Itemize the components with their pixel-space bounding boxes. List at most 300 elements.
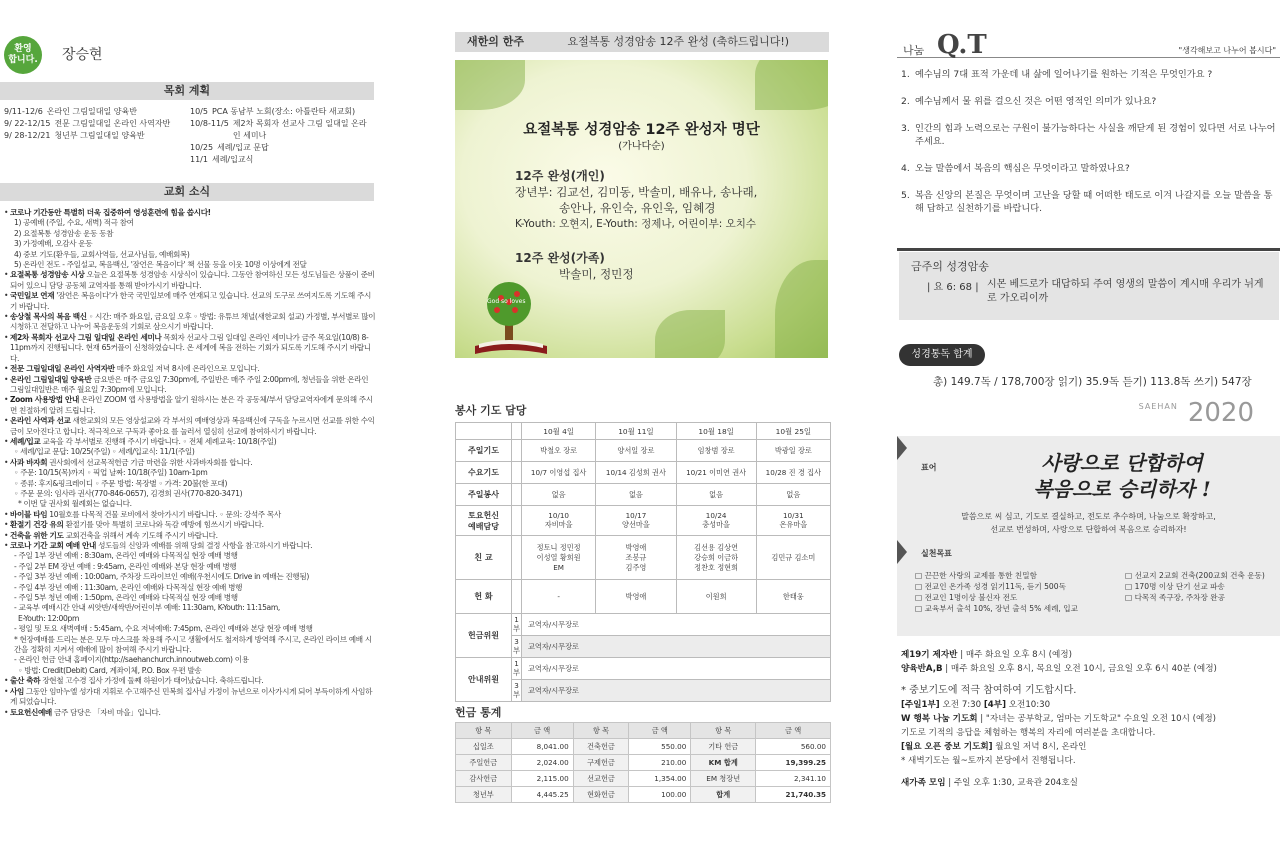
news-item: [4, 333, 376, 364]
motto-line: 복음으로 승리하자 !: [1033, 477, 1211, 501]
prayer-gap: [512, 580, 522, 614]
cash-value: 2,115.00: [511, 771, 573, 787]
schedule-row: [4, 130, 184, 142]
news-item: [4, 655, 376, 665]
news-item-text: 매주 화요일 저녁 8시에 온라인으로 모입니다.: [114, 364, 260, 374]
news-item-text: 3) 가정예배, 오감사 운동: [14, 239, 93, 249]
cash-title: 헌금 통계: [455, 706, 502, 719]
service-number: 3부: [512, 680, 522, 702]
meeting-line: [901, 662, 1279, 676]
verse-title: 금주의 성경암송: [911, 260, 989, 273]
motto-desc-line: 말씀으로 씨 심고, 기도로 결실하고, 전도로 추수하며, 나눔으로 확장하고,: [961, 512, 1216, 521]
weekly-header-label: 새한의 한주: [467, 35, 524, 48]
prayer-date-header: 10월 25일: [756, 423, 830, 440]
offering-cell: 교역자/시무장로: [521, 680, 830, 702]
qt-big-title: Q.T: [937, 30, 987, 60]
schedule-date: 10/5: [190, 107, 208, 116]
weekly-header-text: 요절복통 성경암송 12주 완성 (축하드립니다!): [567, 35, 790, 48]
motto-description: [897, 510, 1280, 536]
news-item-heading: 전문 그림일대일 온라인 사역자반: [10, 364, 115, 374]
schedule-row: [4, 106, 184, 118]
welcome-badge-text: 환영 합니다.: [8, 44, 38, 65]
news-item: [4, 499, 376, 509]
meeting-time: | 주일 오후 1:30, 교육관 204호실: [945, 778, 1078, 788]
motto-text: [1007, 450, 1237, 502]
cash-value: 2,024.00: [511, 755, 573, 771]
prayer-info-name: [월요 오픈 중보 기도회]: [901, 742, 993, 752]
news-item-text: * 현장예배를 드리는 분은 모두 마스크를 착용해 주시고 생활에서도 철저하게 방역해 주시고, 온라인 라이브 예배 시간을 정확히 지켜서 예배에 많이 참여해 주시기 바랍니다.: [14, 634, 372, 655]
individual-line: 장년부: 김교선, 김미동, 박솔미, 배유나, 송나래,: [515, 185, 758, 199]
offering-cell: 교역자/시무장로: [521, 614, 830, 636]
weekly-column: [453, 30, 831, 820]
prayer-date-header: 10월 4일: [521, 423, 595, 440]
prayer-info-line: [901, 754, 1279, 768]
news-item: [4, 531, 376, 541]
question-text: 인간의 힘과 노력으로는 구원이 불가능하다는 사실을 깨닫게 된 경험이 있다면 서로 나누어 주세요.: [915, 123, 1276, 147]
schedule-date: 9/ 22-12/15: [4, 119, 51, 128]
news-item-text: - 평일 및 토요 새벽예배 : 5:45am, 수요 저녁예배: 7:45pm, 온라인 예배와 본당 현장 예배 병행: [14, 624, 313, 634]
cash-header: 금 액: [756, 723, 831, 739]
triangle-marker-icon: [897, 540, 907, 564]
goal-item: □ 끈끈한 사랑의 교제를 통한 친밀함: [915, 571, 1037, 580]
news-item-text: ◦ 주문: 10/15(목)까지 ◦ 픽업 날짜: 10/18(주일) 10am-1pm: [14, 468, 208, 478]
news-item: [4, 458, 376, 468]
prayer-info-text: 월요일 저녁 8시, 온라인: [992, 742, 1087, 752]
prayer-cell: 박철오 장로: [521, 440, 595, 462]
cash-table: [455, 722, 831, 803]
cash-label: KM 합계: [691, 755, 756, 771]
spacer: [901, 768, 1279, 776]
news-item-text: - 주일 1부 장년 예배 : 8:30am, 온라인 예배와 다목적실 현장 예배 병행: [14, 551, 238, 561]
motto-line: 사랑으로 단합하여: [1041, 451, 1203, 475]
prayer-info-line: [901, 740, 1279, 754]
schedule-text: 청년부 그림일대일 양육반: [54, 131, 145, 140]
news-item: [4, 614, 376, 624]
memorization-poster: [455, 60, 828, 358]
news-item: [4, 395, 376, 416]
offering-row-label: 안내위원: [456, 658, 512, 702]
prayer-cell: 10/21 이미연 권사: [676, 462, 756, 484]
leaf-decoration: [775, 260, 828, 358]
news-item-text: '잠언은 복음이다'가 한국 국민일보에 매주 연재되고 있습니다. 선교의 도구로 쓰여지도록 기도해 주시기 바랍니다.: [10, 291, 371, 311]
individual-block: [515, 168, 757, 232]
question-text: 예수님께서 물 위를 걸으신 것은 어떤 영적인 의미가 있나요?: [915, 96, 1157, 107]
question-item: [901, 122, 1279, 148]
news-item: [4, 489, 376, 499]
triangle-marker-icon: [897, 436, 907, 460]
news-item: [4, 572, 376, 582]
news-item-text: ◦ 주문 문의: 임사라 권사(770-846-0657), 김경희 권사(770-820-3471): [14, 488, 243, 498]
prayer-cell: 없음: [756, 484, 830, 506]
schedule-left: [4, 106, 184, 142]
news-item-heading: 코로나 기간 교회 예배 안내: [10, 541, 97, 550]
schedule-text: 전문 그림일대일 온라인 사역자반: [54, 119, 171, 128]
prayer-cell: 없음: [596, 484, 676, 506]
prayer-info-text: 오전10:30: [1006, 700, 1051, 710]
spacer: [901, 676, 1279, 684]
cash-label: 건축헌금: [573, 739, 629, 755]
schedule-row: [4, 118, 184, 130]
prayer-cell: 10/10 자비마을: [521, 506, 595, 536]
prayer-cell: 김선용 김상연 강승희 이금하 정찬호 정현희: [676, 536, 756, 580]
news-item: [4, 562, 376, 572]
cash-header: 항 목: [691, 723, 756, 739]
news-item: [4, 375, 376, 396]
schedule-text: 제2차 목회자 선교사 그림 일대일 온라인 세미나: [232, 119, 367, 140]
prayer-info-text: | "자녀는 공부학교, 엄마는 기도학교" 수요일 오전 10시 (예정): [977, 714, 1216, 724]
news-list: [4, 208, 376, 718]
reading-total: 총) 149.7독 / 178,700장 읽기) 35.9독 듣기) 113.8독 쓰기) 547장: [933, 376, 1252, 388]
news-item: [4, 437, 376, 447]
news-item-text: ◦ 시간: 매주 화요일, 금요일 오후 ◦ 방법: 유튜브 채널(새한교회 설교) 가정별, 부서별로 많이 시청하고 전달하고 나누어 복음운동의 기회로 삼으시기 바랍니다.: [10, 312, 376, 332]
question-text: 오늘 말씀에서 복음의 핵심은 무엇이라고 말하였나요?: [915, 163, 1130, 174]
meeting-line: [901, 648, 1279, 662]
verse-box: [899, 252, 1279, 320]
news-item-text: - 교육부 예배시간 안내 씨앗반/새싹반/어린이부 예배: 11:30am, K-Youth: 11:15am,: [14, 603, 280, 613]
question-number: 2.: [901, 96, 910, 107]
family-heading: 12주 완성(가족): [515, 251, 605, 265]
news-item-text: 10월호를 다목적 건물 로비에서 찾아가시기 바랍니다. ◦ 문의: 강석주 목사: [47, 509, 281, 519]
question-item: [901, 95, 1279, 108]
news-item-heading: 온라인 그림일대일 양육반: [10, 374, 92, 384]
saehan-label: SAEHAN: [1138, 402, 1178, 411]
news-item: [4, 260, 376, 270]
prayer-note: * 중보기도에 적극 참여하여 기도합시다.: [901, 685, 1077, 696]
welcome-name: 장승현: [62, 47, 103, 63]
tree-text: God so loves: [487, 298, 526, 305]
prayer-info-name: W 행복 나눔 기도회: [901, 714, 978, 724]
news-item-text: 교회건축을 위해서 계속 기도해 주시기 바랍니다.: [63, 530, 218, 540]
news-item-text: 5) 온라인 전도 - 주일설교, 복음백신, '잠언은 복음이다' 책 선물 등을 이웃 10명 이상에게 전달: [14, 260, 307, 270]
year: 2020: [1187, 398, 1254, 428]
news-item: [4, 229, 376, 239]
schedule-title: 목회 계획: [0, 82, 374, 100]
prayer-date-header: 10월 18일: [676, 423, 756, 440]
leaf-decoration: [455, 60, 525, 110]
motto-desc-line: 선교로 번성하며, 사랑으로 단합하여 복음으로 승리하자!: [990, 525, 1187, 534]
goal-item: □ 전교인 1명이상 불신자 전도: [915, 593, 1018, 602]
cash-value: 210.00: [629, 755, 691, 771]
news-item-text: 금주 담당은 「자비 마을」입니다.: [51, 707, 161, 717]
question-item: [901, 189, 1279, 215]
news-item-heading: 코로나 기간동안 특별히 더욱 집중하여 영성훈련에 힘을 씁시다!: [10, 208, 211, 217]
goals-label: 실천목표: [921, 549, 952, 558]
news-item: [4, 312, 376, 333]
cash-label: 기타 헌금: [691, 739, 756, 755]
news-item: [4, 208, 376, 218]
news-item-heading: Zoom 사용방법 안내: [10, 395, 79, 405]
prayer-info-line: [901, 712, 1279, 726]
meeting-info: [901, 648, 1279, 790]
prayer-row-label: 수요기도: [456, 462, 512, 484]
schedule-text: 온라인 그림일대일 양육반: [46, 107, 137, 116]
news-item: [4, 708, 376, 718]
service-number: 1부: [512, 658, 522, 680]
prayer-cell: 임창범 장로: [676, 440, 756, 462]
news-item-text: E-Youth: 12:00pm: [18, 613, 79, 623]
prayer-cell: 정토니 정민정 이성열 황희원 EM: [521, 536, 595, 580]
goal-item: □ 전교인 온가족 성경 읽기11독, 듣기 500독: [915, 582, 1066, 591]
prayer-cell: -: [521, 580, 595, 614]
prayer-cell: 10/28 진 경 집사: [756, 462, 830, 484]
prayer-cell: 이원희: [676, 580, 756, 614]
welcome-badge: [4, 36, 42, 74]
news-item-text: - 주일 2부 EM 장년 예배 : 9:45am, 온라인 예배와 본당 현장 예배 병행: [14, 561, 237, 571]
news-item-text: - 주일 5부 청년 예배 : 1:50pm, 온라인 예배와 다목적실 현장 예배 병행: [14, 593, 238, 603]
news-item: [4, 364, 376, 374]
prayer-gap: [512, 440, 522, 462]
cash-value: 4,445.25: [511, 787, 573, 803]
goal-item: □ 교육부서 출석 10%, 장년 출석 5% 세례, 입교: [915, 604, 1078, 613]
prayer-cell: 10/7 이영섭 집사: [521, 462, 595, 484]
news-item-heading: 건축을 위한 기도: [10, 530, 64, 540]
prayer-cell: 10/14 김성희 권사: [596, 462, 676, 484]
prayer-row-label: 친 교: [456, 536, 512, 580]
news-item: [4, 510, 376, 520]
individual-heading: 12주 완성(개인): [515, 169, 605, 183]
prayer-gap: [512, 536, 522, 580]
qt-label: 나눔: [903, 44, 925, 57]
leaf-decoration: [755, 60, 828, 110]
news-item-heading: 요절복통 성경암송 시상: [10, 270, 85, 280]
news-item-text: * 이번 달 권사회 월례회는 없습니다.: [18, 499, 132, 509]
church-news-column: [0, 30, 378, 820]
goal-item: □ 선교지 2교회 건축(200교회 건축 운동): [1125, 571, 1265, 580]
prayer-cell: 없음: [676, 484, 756, 506]
service-number: 3부: [512, 636, 522, 658]
schedule-date: 9/11-12/6: [4, 107, 43, 116]
news-item-heading: 송상철 목사의 복음 백신: [10, 312, 87, 322]
prayer-cell: 한태웅: [756, 580, 830, 614]
cash-label: 현화헌금: [573, 787, 629, 803]
cash-label: 감사헌금: [456, 771, 512, 787]
news-item: [4, 666, 376, 676]
news-item-heading: 사임: [10, 686, 24, 696]
offering-cell: 교역자/시무장로: [521, 636, 830, 658]
prayer-cell: 10/17 양선마을: [596, 506, 676, 536]
goal-item: □ 170명 이상 단기 선교 파송: [1125, 582, 1225, 591]
news-item-heading: 제2차 목회자 선교사 그림 일대일 온라인 세미나: [10, 332, 162, 342]
schedule-text: PCA 동남부 노회(장소: 아틀란타 새교회): [211, 107, 356, 116]
cash-value: 8,041.00: [511, 739, 573, 755]
schedule-row: [190, 106, 374, 118]
schedule-row: [190, 142, 374, 154]
news-item-text: 교육을 각 부서별로 진행해 주시기 바랍니다. ◦ 전체 세례교육: 10/18(주일): [40, 436, 277, 446]
question-text: 복음 신앙의 본질은 무엇이며 고난을 당할 때 어떠한 태도로 이겨 나갈지를 오늘 말씀을 통해 답하고 실천하기를 바랍니다.: [915, 190, 1273, 214]
news-item: [4, 250, 376, 260]
cash-label: EM 청장년: [691, 771, 756, 787]
cash-value: 19,399.25: [756, 755, 831, 771]
news-item-text: 목회자 선교사 그림 일대일 온라인 세미나가 금주 목요일(10/8) 8-11pm까지 진행됩니다. 현재 65커플이 신청하였습니다. 온 세계에 복음 전하는 기회가 되도록 기도해 주시기 바랍니다.: [10, 332, 371, 363]
individual-line: K-Youth: 오현지, E-Youth: 정제나, 어린이부: 오치수: [515, 218, 757, 230]
news-item-text: 4) 중보 기도(환우들, 교회사역들, 선교사님들, 예배회복): [14, 249, 190, 259]
schedule-text: 세례/입교식: [211, 155, 254, 164]
cash-label: 십일조: [456, 739, 512, 755]
cash-label: 주일헌금: [456, 755, 512, 771]
goals-left: [915, 570, 1105, 614]
cash-label: 구제헌금: [573, 755, 629, 771]
prayer-table: [455, 422, 831, 702]
prayer-cell: 박광일 장로: [756, 440, 830, 462]
weekly-header: [455, 32, 829, 52]
prayer-corner: [456, 423, 512, 440]
schedule-date: 9/ 28-12/21: [4, 131, 51, 140]
poster-subtitle: (가나다순): [618, 141, 665, 152]
goal-item: □ 다목적 족구장, 주차장 완공: [1125, 593, 1225, 602]
schedule-date: 11/1: [190, 155, 208, 164]
news-item-heading: 사과 바자회: [10, 457, 48, 467]
news-item-heading: 온라인 사역과 선교: [10, 416, 71, 426]
prayer-row-label: 주일기도: [456, 440, 512, 462]
prayer-cell: 박영애 조봉규 김주영: [596, 536, 676, 580]
cash-label: 합계: [691, 787, 756, 803]
schedule-text: 세례/입교 문답: [217, 143, 269, 152]
news-item-text: 권사회에서 선교목적헌금 기금 마련을 위한 사과바자회를 합니다.: [47, 457, 253, 467]
news-item: [4, 583, 376, 593]
family-line: 박솔미, 정민정: [559, 267, 634, 281]
cash-header: 항 목: [573, 723, 629, 739]
news-item: [4, 218, 376, 228]
news-title: 교회 소식: [0, 183, 374, 201]
news-item-text: 새한교회의 모든 영상설교와 각 부서의 예배영상과 복음백신에 구독을 누르시면 선교를 위한 수익금이 모아진다고 합니다. 적극적으로 구독과 좋아요 를 눌러서 열심히 선교에 참여하시기 바랍니다.: [10, 416, 375, 436]
meeting-name: 새가족 모임: [901, 778, 946, 788]
news-item-text: 1) 공예배 (주일, 수요, 새벽) 적극 참여: [14, 218, 134, 228]
news-item: [4, 624, 376, 634]
prayer-gap: [512, 484, 522, 506]
offering-cell: 교역자/시무장로: [521, 658, 830, 680]
question-item: [901, 68, 1279, 81]
motto-box: [897, 436, 1280, 636]
question-text: 예수님의 7대 표적 가운데 내 삶에 일어나기를 원하는 기적은 무엇인가요 ?: [915, 69, 1213, 80]
prayer-info-line: [901, 726, 1279, 740]
poster-title: 요절복통 성경암송 12주 완성자 명단: [523, 122, 760, 138]
news-item-text: 환절기를 맞아 특별히 코로나와 독감 예방에 힘쓰시기 바랍니다.: [63, 520, 264, 530]
prayer-date-header: 10월 11일: [596, 423, 676, 440]
news-item-text: - 주일 4부 장년 예배 : 11:30am, 온라인 예배와 다목적실 현장 예배 병행: [14, 582, 243, 592]
cash-header: 항 목: [456, 723, 512, 739]
news-item: [4, 479, 376, 489]
qt-quote: "생각해보고 나누어 봅시다": [1178, 46, 1276, 55]
prayer-info-line: [901, 698, 1279, 712]
schedule-row: [190, 154, 374, 166]
news-item: [4, 447, 376, 457]
news-item-heading: 바이블 타임: [10, 509, 48, 519]
schedule-row: [190, 118, 374, 142]
news-item-text: 성도들의 신앙과 예배를 위해 당회 결정 사항을 참고하시기 바랍니다.: [96, 541, 313, 550]
prayer-title: 봉사 기도 담당: [455, 404, 527, 417]
service-number: 1부: [512, 614, 522, 636]
schedule-date: 10/8-11/5: [190, 119, 229, 128]
prayer-cell: 없음: [521, 484, 595, 506]
cash-label: 선교헌금: [573, 771, 629, 787]
news-item: [4, 291, 376, 312]
news-item-text: 2) 요절복통 성경암송 운동 동참: [14, 228, 114, 238]
news-item-text: ◦ 방법: Credit(Debit) Card, 계좌이체, P.O. Box 우편 발송: [18, 665, 202, 675]
news-item-text: ◦ 세례/입교 문답: 10/25(주일) ◦ 세례/입교식: 11/1(주일): [14, 447, 195, 457]
news-item-heading: 국민일보 연재: [10, 291, 55, 301]
cash-value: 1,354.00: [629, 771, 691, 787]
new-family-meeting: [901, 776, 1279, 790]
divider: [897, 248, 1280, 251]
news-item-heading: 환절기 건강 유의: [10, 520, 64, 530]
prayer-row-label: 주일봉사: [456, 484, 512, 506]
news-item-text: ◦ 종류: 후지&핑크레이디 ◦ 주문 방법: 목장별 ◦ 가격: 20불(한 포대): [14, 478, 228, 488]
schedule-right: [190, 106, 374, 166]
qt-header: [897, 30, 1280, 60]
news-item: [4, 541, 376, 551]
question-number: 1.: [901, 69, 910, 80]
qt-column: [897, 30, 1280, 820]
question-number: 4.: [901, 163, 910, 174]
prayer-gap: [512, 462, 522, 484]
saehan-year: [1139, 398, 1254, 428]
cash-value: 560.00: [756, 739, 831, 755]
question-item: [901, 162, 1279, 175]
news-item-heading: 토요헌신예배: [10, 707, 52, 717]
prayer-gap: [512, 423, 522, 440]
prayer-cell: 양서일 장로: [596, 440, 676, 462]
prayer-info-text: 기도로 기적의 응답을 체험하는 행복의 자리에 여러분을 초대합니다.: [901, 728, 1156, 738]
meeting-time: | 매주 화요일 오후 8시, 목요일 오전 10시, 금요일 오후 6시 40분 (예정): [942, 664, 1217, 674]
news-item: [4, 593, 376, 603]
news-item-text: - 주일 3부 장년 예배 : 10:00am, 주차장 드라이브인 예배(우천시에도 Drive in 예배는 진행됨): [14, 572, 309, 582]
cash-header: 금 액: [511, 723, 573, 739]
motto-label: 표어: [921, 463, 937, 472]
verse-ref: | 요 6: 68 |: [927, 282, 979, 293]
news-item: [4, 635, 376, 656]
news-item-text: 금요반은 매주 금요일 7:30pm에, 주일반은 매주 주일 2:00pm에, 청년들을 위한 온라인 그림일대일반은 매주 월요일 7:30pm에 모입니다.: [10, 374, 369, 394]
news-item: [4, 520, 376, 530]
prayer-cell: 10/31 온유마을: [756, 506, 830, 536]
cash-value: 550.00: [629, 739, 691, 755]
meeting-name: 양육반A,B: [901, 664, 943, 674]
offering-row-label: 헌금위원: [456, 614, 512, 658]
news-item-heading: 세례/입교: [10, 436, 41, 446]
news-item: [4, 239, 376, 249]
verse-text: 시몬 베드로가 대답하되 주여 영생의 말씀이 계시매 우리가 뉘게로 가오리이까: [987, 279, 1264, 304]
tree-book-illustration: [471, 280, 551, 358]
news-item-text: 오늘은 요절복통 성경암송 시상식이 있습니다. 그동안 참여하신 모든 성도님들은 상품이 준비되어 있으니 담당 공동체 교역자를 통해 받아가시기 바랍니다.: [10, 270, 375, 290]
cash-value: 100.00: [629, 787, 691, 803]
news-item: [4, 687, 376, 708]
news-item: [4, 676, 376, 686]
news-item: [4, 416, 376, 437]
goals-right: [1125, 570, 1280, 603]
meeting-name: 제19기 제자반: [901, 650, 958, 660]
news-item-text: 장현철 고수경 집사 가정에 둘째 하원이가 태어났습니다. 축하드립니다.: [40, 676, 264, 686]
news-item: [4, 603, 376, 613]
reading-total-pill: 성경통독 합계: [899, 344, 985, 366]
news-item: [4, 551, 376, 561]
news-item-text: 온라인 ZOOM 앱 사용방법을 알기 원하시는 분은 각 공동체/부서 담당교역자에게 문의해 주시면 친절하게 알려 드립니다.: [10, 395, 373, 415]
prayer-cell: 김민규 김소미: [756, 536, 830, 580]
news-item: [4, 270, 376, 291]
meeting-time: | 매주 화요일 오후 8시 (예정): [957, 650, 1072, 660]
family-block: [515, 250, 634, 282]
prayer-info-text: 오전 7:30: [939, 700, 984, 710]
prayer-info-name: [주일1부]: [901, 700, 940, 710]
news-item-text: 그동안 임마누엘 성가대 지휘로 수고해주신 민복희 집사님 가정이 뉴년으로 이사가시게 되어 부득이하게 사임하게 되었습니다.: [10, 686, 373, 707]
schedule-date: 10/25: [190, 143, 214, 152]
prayer-cell: 박영애: [596, 580, 676, 614]
cash-header: 금 액: [629, 723, 691, 739]
prayer-row-label: 헌 화: [456, 580, 512, 614]
question-number: 3.: [901, 123, 910, 134]
prayer-gap: [512, 506, 522, 536]
cash-value: 21,740.35: [756, 787, 831, 803]
cash-value: 2,341.10: [756, 771, 831, 787]
question-number: 5.: [901, 190, 910, 201]
